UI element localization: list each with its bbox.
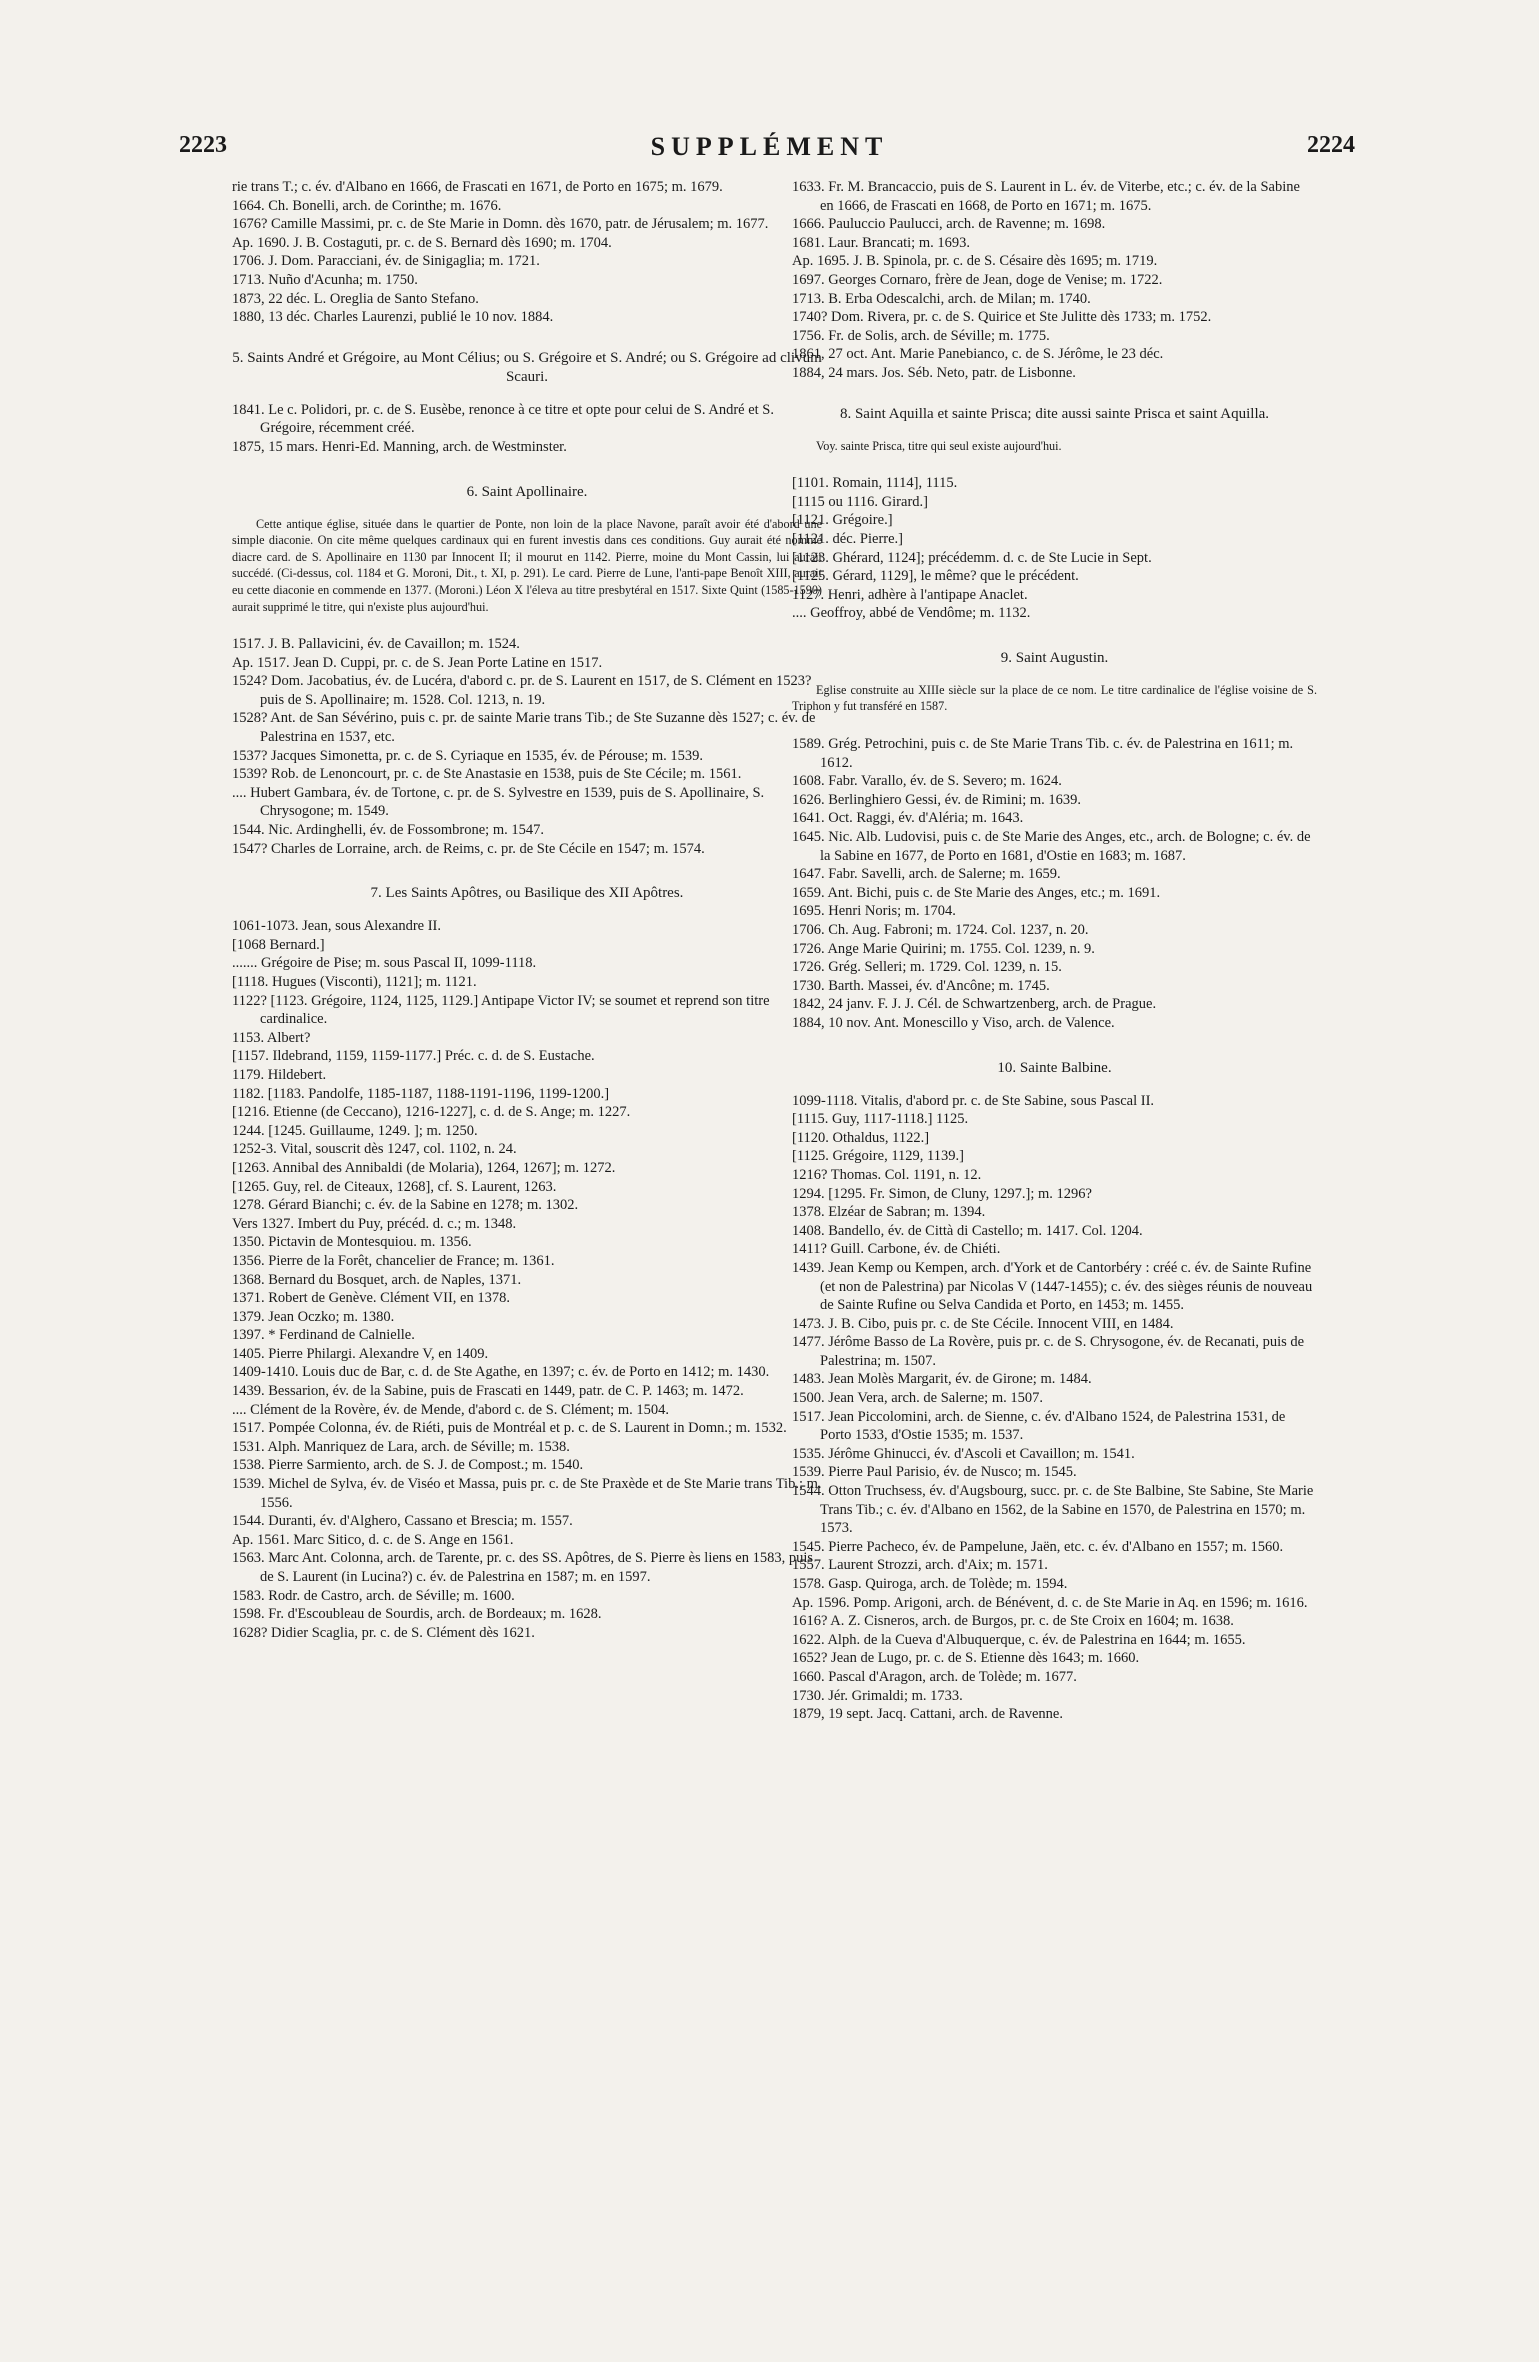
list-entry: 1544. Nic. Ardinghelli, év. de Fossombrone; m. 1547. xyxy=(232,822,544,839)
list-entry: 1405. Pierre Philargi. Alexandre V, en 1409. xyxy=(232,1345,489,1362)
list-entry: 1538. Pierre Sarmiento, arch. de S. J. de Compost.; m. 1540. xyxy=(232,1457,584,1474)
list-entry: rie trans T.; c. év. d'Albano en 1666, de Frascati en 1671, de Porto en 1675; m. 1679. xyxy=(232,179,723,195)
list-entry: 1368. Bernard du Bosquet, arch. de Naples, 1371. xyxy=(232,1271,522,1288)
list-entry: 1622. Alph. de la Cueva d'Albuquerque, c. év. de Palestrina en 1644; m. 1655. xyxy=(792,1631,1246,1648)
list-entry: [1216. Etienne (de Ceccano), 1216-1227], c. d. de S. Ange; m. 1227. xyxy=(232,1104,631,1121)
list-entry: 1439. Jean Kemp ou Kempen, arch. d'York et de Cantorbéry : créé c. év. de Sainte Rufine (et non de Palestrina) par Nicolas V (1447-1455); c. év. des sièges réunis de nouveau de Sainte Rufine ou Selva Candida et Porto, en 1453; m. 1455. xyxy=(792,1259,1313,1314)
list-entry: 1537? Jacques Simonetta, pr. c. de S. Cyriaque en 1535, év. de Pérouse; m. 1539. xyxy=(232,747,704,764)
section-9-note: Eglise construite au XIIIe siècle sur la place de ce nom. Le titre cardinalice de l'église voisine de S. Triphon y fut transféré en 1587. xyxy=(792,682,1317,714)
list-entry: [1263. Annibal des Annibaldi (de Molaria), 1264, 1267]; m. 1272. xyxy=(232,1159,616,1176)
list-entry: Ap. 1690. J. B. Costaguti, pr. c. de S. Bernard dès 1690; m. 1704. xyxy=(232,234,612,251)
list-entry: 1371. Robert de Genève. Clément VII, en 1378. xyxy=(232,1290,510,1307)
list-entry: 1179. Hildebert. xyxy=(232,1066,327,1083)
list-entry: 1706. Ch. Aug. Fabroni; m. 1724. Col. 1237, n. 20. xyxy=(792,922,1089,938)
list-entry: [1101. Romain, 1114], 1115. xyxy=(792,475,958,492)
list-entry: 1583. Rodr. de Castro, arch. de Séville; m. 1600. xyxy=(232,1587,515,1604)
section-10-title: 10. Sainte Balbine. xyxy=(997,1059,1112,1076)
list-entry: 1244. [1245. Guillaume, 1249. ]; m. 1250. xyxy=(232,1122,478,1139)
list-entry: [1121. déc. Pierre.] xyxy=(792,530,903,547)
list-entry: [1068 Bernard.] xyxy=(232,936,325,953)
list-entry: .... Clément de la Rovère, év. de Mende, d'abord c. de S. Clément; m. 1504. xyxy=(232,1401,669,1418)
list-entry: 1578. Gasp. Quiroga, arch. de Tolède; m. 1594. xyxy=(792,1576,1068,1592)
list-entry: 1659. Ant. Bichi, puis c. de Ste Marie des Anges, etc.; m. 1691. xyxy=(792,884,1161,901)
list-entry: .... Geoffroy, abbé de Vendôme; m. 1132. xyxy=(792,605,1031,622)
list-entry: 1713. Nuño d'Acunha; m. 1750. xyxy=(232,271,418,288)
list-entry: 1524? Dom. Jacobatius, év. de Lucéra, d'abord c. pr. de S. Laurent en 1517, de S. Clément en 1523? puis de S. Apollinaire; m. 1528. Col. 1213, n. 19. xyxy=(232,673,812,708)
list-entry: [1125. Gérard, 1129], le même? que le précédent. xyxy=(792,568,1079,585)
list-entry: 1616? A. Z. Cisneros, arch. de Burgos, pr. c. de Ste Croix en 1604; m. 1638. xyxy=(792,1613,1234,1630)
list-entry: 1608. Fabr. Varallo, év. de S. Severo; m. 1624. xyxy=(792,773,1062,790)
list-entry: 1547? Charles de Lorraine, arch. de Reims, c. pr. de Ste Cécile en 1547; m. 1574. xyxy=(232,840,705,857)
list-entry: 1544. Otton Truchsess, év. d'Augsbourg, succ. pr. c. de Ste Balbine, Ste Sabine, Ste Marie Trans Tib.; c. év. d'Albano en 1562, de la Sabine en 1570, de Palestrina en 1570; m. 1573. xyxy=(792,1483,1314,1537)
list-entry: ....... Grégoire de Pise; m. sous Pascal II, 1099-1118. xyxy=(232,955,537,972)
list-entry: [1157. Ildebrand, 1159, 1159-1177.] Préc. c. d. de S. Eustache. xyxy=(232,1048,595,1065)
list-entry: 1378. Elzéar de Sabran; m. 1394. xyxy=(792,1204,986,1221)
list-entry: 1861, 27 oct. Ant. Marie Panebianco, c. de S. Jérôme, le 23 déc. xyxy=(792,346,1164,363)
list-entry: 1730. Jér. Grimaldi; m. 1733. xyxy=(792,1687,963,1704)
list-entry: [1121. Grégoire.] xyxy=(792,512,893,529)
list-entry: Ap. 1561. Marc Sitico, d. c. de S. Ange en 1561. xyxy=(232,1531,514,1548)
list-entry: 1252-3. Vital, souscrit dès 1247, col. 1102, n. 24. xyxy=(232,1141,517,1158)
list-entry: 1633. Fr. M. Brancaccio, puis de S. Laurent in L. év. de Viterbe, etc.; c. év. de la Sabine en 1666, de Frascati en 1668, de Porto en 1671; m. 1675. xyxy=(792,179,1300,214)
list-entry: 1153. Albert? xyxy=(232,1029,311,1046)
list-entry: 1660. Pascal d'Aragon, arch. de Tolède; m. 1677. xyxy=(792,1668,1077,1685)
list-entry: 1061-1073. Jean, sous Alexandre II. xyxy=(232,918,441,935)
list-entry: [1265. Guy, rel. de Citeaux, 1268], cf. S. Laurent, 1263. xyxy=(232,1178,557,1195)
list-entry: 1652? Jean de Lugo, pr. c. de S. Etienne dès 1643; m. 1660. xyxy=(792,1650,1140,1667)
list-entry: 1676? Camille Massimi, pr. c. de Ste Marie in Domn. dès 1670, patr. de Jérusalem; m. 1677. xyxy=(232,216,769,233)
list-entry: 1695. Henri Noris; m. 1704. xyxy=(792,903,956,920)
list-entry: 1517. J. B. Pallavicini, év. de Cavaillon; m. 1524. xyxy=(232,636,520,653)
list-entry: 1099-1118. Vitalis, d'abord pr. c. de Ste Sabine, sous Pascal II. xyxy=(792,1092,1155,1109)
list-entry: 1379. Jean Oczko; m. 1380. xyxy=(232,1308,395,1325)
list-entry: 1439. Bessarion, év. de la Sabine, puis de Frascati en 1449, patr. de C. P. 1463; m. 1472. xyxy=(232,1383,744,1400)
list-entry: [1115. Guy, 1117-1118.] 1125. xyxy=(792,1111,969,1128)
list-entry: 1473. J. B. Cibo, puis pr. c. de Ste Cécile. Innocent VIII, en 1484. xyxy=(792,1315,1174,1332)
right-column xyxy=(792,178,1317,1724)
list-entry: 1873, 22 déc. L. Oreglia de Santo Stefano. xyxy=(232,290,479,307)
list-entry: 1545. Pierre Pacheco, év. de Pampelune, Jaën, etc. c. év. d'Albano en 1557; m. 1560. xyxy=(792,1538,1284,1555)
list-entry: 1535. Jérôme Ghinucci, év. d'Ascoli et Cavaillon; m. 1541. xyxy=(792,1445,1135,1462)
list-entry: 1880, 13 déc. Charles Laurenzi, publié le 10 nov. 1884. xyxy=(232,309,554,326)
list-entry: 1726. Grég. Selleri; m. 1729. Col. 1239, n. 15. xyxy=(792,959,1062,976)
list-entry: [1118. Hugues (Visconti), 1121]; m. 1121. xyxy=(232,974,477,990)
list-entry: 1647. Fabr. Savelli, arch. de Salerne; m. 1659. xyxy=(792,866,1061,883)
list-entry: 1397. * Ferdinand de Calnielle. xyxy=(232,1327,415,1344)
list-entry: Ap. 1517. Jean D. Cuppi, pr. c. de S. Jean Porte Latine en 1517. xyxy=(232,654,603,671)
list-entry: 1666. Pauluccio Paulucci, arch. de Ravenne; m. 1698. xyxy=(792,216,1106,233)
list-entry: 1411? Guill. Carbone, év. de Chiéti. xyxy=(792,1241,1001,1258)
list-entry: 1557. Laurent Strozzi, arch. d'Aix; m. 1571. xyxy=(792,1557,1048,1574)
list-entry: 1756. Fr. de Solis, arch. de Séville; m. 1775. xyxy=(792,327,1050,344)
page-number-left: 2223 xyxy=(179,132,227,158)
running-title: SUPPLÉMENT xyxy=(650,132,889,161)
left-top-list xyxy=(232,178,822,327)
list-entry: [1120. Othaldus, 1122.] xyxy=(792,1129,930,1146)
list-entry: 1544. Duranti, év. d'Alghero, Cassano et Brescia; m. 1557. xyxy=(232,1513,573,1530)
list-entry: 1706. J. Dom. Paracciani, év. de Sinigaglia; m. 1721. xyxy=(232,253,540,270)
list-entry: 1122? [1123. Grégoire, 1124, 1125, 1129.] Antipape Victor IV; se soumet et reprend son titre cardinalice. xyxy=(232,992,770,1028)
section-10-list xyxy=(792,1092,1317,1724)
list-entry: 1531. Alph. Manriquez de Lara, arch. de Séville; m. 1538. xyxy=(232,1438,570,1455)
section-7-list xyxy=(232,917,822,1642)
list-entry: 1409-1410. Louis duc de Bar, c. d. de Ste Agathe, en 1397; c. év. de Porto en 1412; m. 1430. xyxy=(232,1364,770,1381)
section-8-note: Voy. sainte Prisca, titre qui seul existe aujourd'hui. xyxy=(816,438,1062,453)
section-7-title: 7. Les Saints Apôtres, ou Basilique des XII Apôtres. xyxy=(370,885,684,902)
list-entry: 1884, 24 mars. Jos. Séb. Neto, patr. de Lisbonne. xyxy=(792,364,1076,381)
list-entry: 1730. Barth. Massei, év. d'Ancône; m. 1745. xyxy=(792,977,1050,994)
list-entry: 1664. Ch. Bonelli, arch. de Corinthe; m. 1676. xyxy=(232,197,502,214)
list-entry: 1841. Le c. Polidori, pr. c. de S. Eusèbe, renonce à ce titre et opte pour celui de S. André et S. Grégoire, récemment créé. xyxy=(232,401,774,437)
list-entry: .... Hubert Gambara, év. de Tortone, c. pr. de S. Sylvestre en 1539, puis de S. Apollinaire, S. Chrysogone; m. 1549. xyxy=(232,784,765,820)
list-entry: 1713. B. Erba Odescalchi, arch. de Milan; m. 1740. xyxy=(792,290,1091,307)
list-entry: 1628? Didier Scaglia, pr. c. de S. Clément dès 1621. xyxy=(232,1624,535,1641)
list-entry: 1563. Marc Ant. Colonna, arch. de Tarente, pr. c. des SS. Apôtres, de S. Pierre ès liens en 1583, puis de S. Laurent (in Lucina?) c. év. de Palestrina en 1587; m. en 1597. xyxy=(232,1550,814,1585)
page-header xyxy=(0,132,1539,166)
list-entry: 1875, 15 mars. Henri-Ed. Manning, arch. de Westminster. xyxy=(232,438,567,455)
list-entry: 1697. Georges Cornaro, frère de Jean, doge de Venise; m. 1722. xyxy=(792,271,1163,288)
list-entry: 1127. Henri, adhère à l'antipape Anaclet. xyxy=(792,586,1028,603)
list-entry: 1350. Pictavin de Montesquiou. m. 1356. xyxy=(232,1234,472,1251)
list-entry: 1626. Berlinghiero Gessi, év. de Rimini; m. 1639. xyxy=(792,791,1082,808)
section-5-title: 5. Saints André et Grégoire, au Mont Célius; ou S. Grégoire et S. André; ou S. Grégoire ad clivum Scauri. xyxy=(232,349,822,385)
list-entry: 1356. Pierre de la Forêt, chancelier de France; m. 1361. xyxy=(232,1252,555,1269)
section-8-title: 8. Saint Aquilla et sainte Prisca; dite aussi sainte Prisca et saint Aquilla. xyxy=(839,405,1270,422)
list-entry: 1681. Laur. Brancati; m. 1693. xyxy=(792,234,970,251)
list-entry: Ap. 1695. J. B. Spinola, pr. c. de S. Césaire dès 1695; m. 1719. xyxy=(792,253,1158,270)
list-entry: 1641. Oct. Raggi, év. d'Aléria; m. 1643. xyxy=(792,810,1024,827)
section-9-title: 9. Saint Augustin. xyxy=(1000,649,1109,666)
list-entry: 1500. Jean Vera, arch. de Salerne; m. 1507. xyxy=(792,1390,1043,1407)
section-5-list xyxy=(232,401,822,457)
list-entry: 1477. Jérôme Basso de La Rovère, puis pr. c. de S. Chrysogone, év. de Recanati, puis de Palestrina; m. 1507. xyxy=(792,1334,1305,1369)
list-entry: 1726. Ange Marie Quirini; m. 1755. Col. 1239, n. 9. xyxy=(792,940,1095,957)
list-entry: [1123. Ghérard, 1124]; précédemm. d. c. de Ste Lucie in Sept. xyxy=(792,549,1152,566)
list-entry: 1278. Gérard Bianchi; c. év. de la Sabine en 1278; m. 1302. xyxy=(232,1197,579,1214)
list-entry: 1517. Jean Piccolomini, arch. de Sienne, c. év. d'Albano 1524, de Palestrina 1531, de Porto 1533, d'Ostie 1535; m. 1537. xyxy=(792,1408,1286,1444)
list-entry: 1539? Rob. de Lenoncourt, pr. c. de Ste Anastasie en 1538, puis de Ste Cécile; m. 1561. xyxy=(232,766,742,783)
left-column xyxy=(232,178,822,1642)
list-entry: 1598. Fr. d'Escoubleau de Sourdis, arch. de Bordeaux; m. 1628. xyxy=(232,1606,602,1623)
section-6-list xyxy=(232,635,822,858)
list-entry: [1125. Grégoire, 1129, 1139.] xyxy=(792,1148,964,1165)
list-entry: 1528? Ant. de San Sévérino, puis c. pr. de sainte Marie trans Tib.; de Ste Suzanne dès 1527; c. év. de Palestrina en 1537, etc. xyxy=(232,710,816,746)
section-8-list xyxy=(792,474,1317,623)
list-entry: 1645. Nic. Alb. Ludovisi, puis c. de Ste Marie des Anges, etc., arch. de Bologne; c. év. de la Sabine en 1677, de Porto en 1681, d'Ostie en 1683; m. 1687. xyxy=(792,829,1311,864)
list-entry: 1539. Michel de Sylva, év. de Viséo et Massa, puis pr. c. de Ste Praxède et de Ste Marie trans Tib.; m. 1556. xyxy=(232,1476,822,1511)
list-entry: 1517. Pompée Colonna, év. de Riéti, puis de Montréal et p. c. de S. Laurent in Domn.; m. 1532. xyxy=(232,1420,787,1437)
list-entry: 1216? Thomas. Col. 1191, n. 12. xyxy=(792,1166,982,1183)
list-entry: Ap. 1596. Pomp. Arigoni, arch. de Bénévent, d. c. de Ste Marie in Aq. en 1596; m. 1616. xyxy=(792,1594,1308,1611)
list-entry: 1539. Pierre Paul Parisio, év. de Nusco; m. 1545. xyxy=(792,1464,1077,1481)
section-6-title: 6. Saint Apollinaire. xyxy=(466,483,588,500)
list-entry: 1294. [1295. Fr. Simon, de Cluny, 1297.]; m. 1296? xyxy=(792,1185,1092,1202)
right-top-list xyxy=(792,178,1317,383)
list-entry: [1115 ou 1116. Girard.] xyxy=(792,493,928,510)
page-number-right: 2224 xyxy=(1307,132,1355,158)
list-entry: 1589. Grég. Petrochini, puis c. de Ste Marie Trans Tib. c. év. de Palestrina en 1611; m. 1612. xyxy=(792,736,1294,771)
list-entry: 1182. [1183. Pandolfe, 1185-1187, 1188-1191-1196, 1199-1200.] xyxy=(232,1085,610,1102)
list-entry: 1740? Dom. Rivera, pr. c. de S. Quirice et Ste Julitte dès 1733; m. 1752. xyxy=(792,309,1212,326)
list-entry: 1408. Bandello, év. de Città di Castello; m. 1417. Col. 1204. xyxy=(792,1222,1143,1239)
list-entry: Vers 1327. Imbert du Puy, précéd. d. c.; m. 1348. xyxy=(232,1215,517,1232)
list-entry: 1842, 24 janv. F. J. J. Cél. de Schwartzenberg, arch. de Prague. xyxy=(792,996,1157,1013)
section-6-note: Cette antique église, située dans le quartier de Ponte, non loin de la place Navone, paraît avoir été d'abord une simple diaconie. On cite même quelques cardinaux qui en furent investis dans ces conditions. Guy aurait été nommé diacre card. de S. Apollinaire en 1130 par Innocent II; il mourut en 1142. Pierre, moine du Mont Cassin, lui aurait succédé. (Ci-dessus, col. 1184 et G. Moroni, Dit., t. XI, p. 291). Le card. Pierre de Lune, l'anti-pape Benoît XIII, aurait eu cette diaconie en commende en 1377. (Moroni.) Léon X l'éleva au titre presbytéral en 1517. Sixte Quint (1585-1590) aurait supprimé le titre, qui n'existe plus aujourd'hui. xyxy=(232,516,822,614)
list-entry: 1884, 10 nov. Ant. Monescillo y Viso, arch. de Valence. xyxy=(792,1014,1115,1031)
list-entry: 1879, 19 sept. Jacq. Cattani, arch. de Ravenne. xyxy=(792,1706,1063,1723)
section-9-list xyxy=(792,735,1317,1033)
list-entry: 1483. Jean Molès Margarit, év. de Girone; m. 1484. xyxy=(792,1371,1092,1388)
